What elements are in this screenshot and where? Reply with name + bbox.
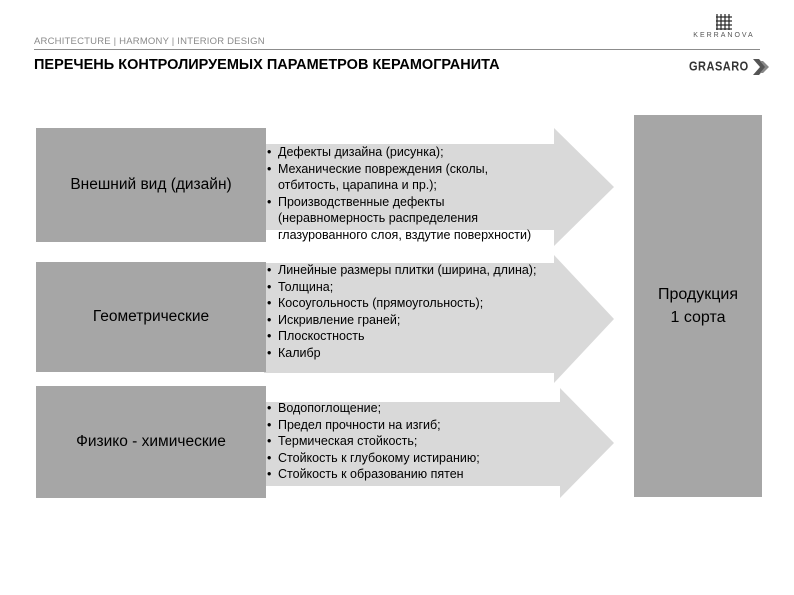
list-item: • Плоскостность [266,328,536,345]
list-item: • Искривление граней; [266,312,536,329]
header-divider [34,49,760,50]
kerranova-logo [688,14,760,44]
list-item: глазурованного слоя, вздутие поверхности) [278,227,532,242]
list-item: • Водопоглощение; [266,400,480,417]
list-item: • Косоугольность (прямоугольность); [266,295,536,312]
row-2-bullet-list [266,262,536,361]
row-1-bullet-list [266,144,531,243]
grasaro-logo [689,57,771,77]
kerranova-logo-icon [716,14,732,30]
row-1-category [36,128,266,242]
list-item: • Механические повреждения (сколы, [266,161,531,178]
row-3-category-label: Физико - химические [76,433,226,450]
list-item: • Толщина; [266,279,536,296]
result-line-1: Продукция [657,286,739,303]
result-box [634,115,762,497]
list-item: • Производственные дефекты [266,194,531,211]
list-item: • Стойкость к образованию пятен [266,466,480,483]
grasaro-logo-text: GRASARO [689,59,749,75]
list-item: (неравномерность распределения [278,211,479,225]
kerranova-logo-text: KERRANOVA [693,32,755,39]
list-item: • Линейные размеры плитки (ширина, длина); [266,262,536,279]
chevron-right-icon [751,58,771,76]
result-line-2: 1 сорта [670,309,726,326]
header-tagline: ARCHITECTURE | HARMONY | INTERIOR DESIGN [34,36,265,47]
list-item: • Предел прочности на изгиб; [266,417,480,434]
row-1-category-label: Внешний вид (дизайн) [70,176,232,193]
list-item: • Дефекты дизайна (рисунка); [266,144,531,161]
row-3-category [36,386,266,498]
list-item: • Стойкость к глубокому истиранию; [266,450,480,467]
row-2-category-label: Геометрические [92,308,210,325]
row-2-category [36,262,266,372]
page-title: ПЕРЕЧЕНЬ КОНТРОЛИРУЕМЫХ ПАРАМЕТРОВ КЕРАМОГРАНИТА [34,57,500,73]
list-item: • Термическая стойкость; [266,433,480,450]
list-item: • Калибр [266,345,536,362]
row-3-bullet-list [266,400,480,483]
list-item: отбитость, царапина и пр.); [278,178,437,192]
